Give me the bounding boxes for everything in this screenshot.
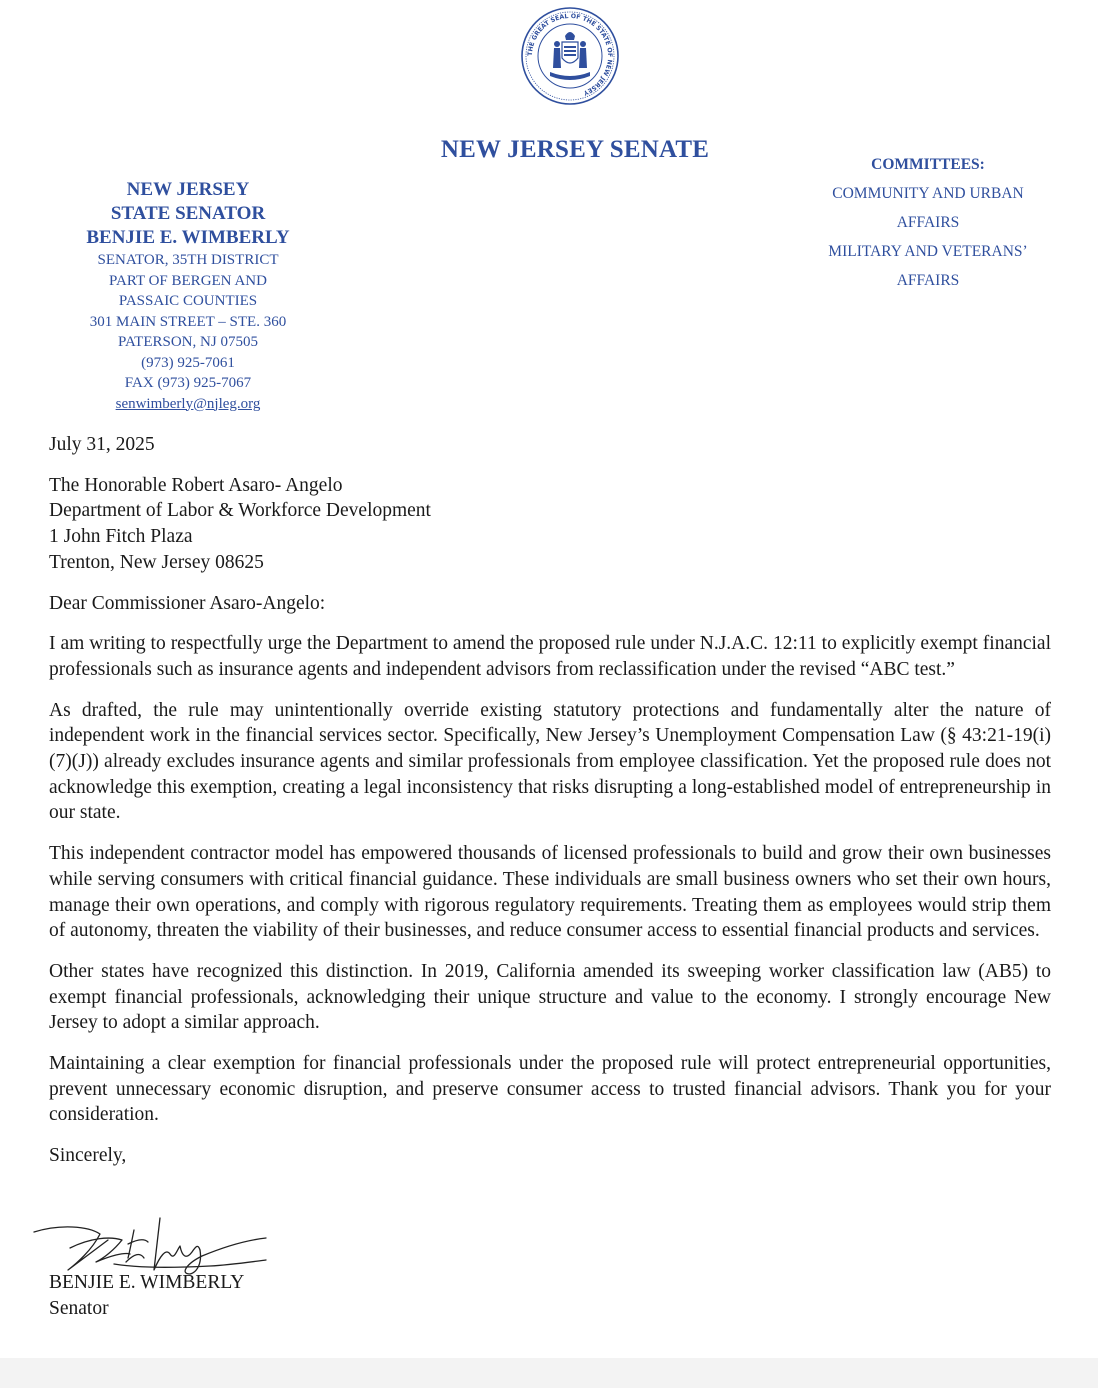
salutation: Dear Commissioner Asaro-Angelo: <box>49 592 326 614</box>
paragraph-2: As drafted, the rule may unintentionally override existing statutory protections and fundamentally alter the nature of independent work in the financial services sector. Specifically, New Jersey’s Unemployment Compensation Law (§ 43:21-19(i)(7)(J)) already excludes insurance agents and similar professionals from employee classification. Yet the proposed rule does not acknowledge this exemption, creating a legal inconsistency that risks disrupting a long-established model of entrepreneurship in our state. <box>49 699 1051 824</box>
committees-heading: COMMITTEES: <box>871 156 985 173</box>
sender-fax: FAX (973) 925-7067 <box>124 375 252 391</box>
recipient-city: Trenton, New Jersey 08625 <box>49 551 264 573</box>
paragraph-3: This independent contractor model has empowered thousands of licensed professionals to build and grow their own businesses while serving consumers with critical financial guidance. These individuals are small business owners who set their own hours, manage their own operations, and comply with rigorous regulatory requirements. Treating them as employees would strip them of autonomy, threaten the viability of their businesses, and reduce consumer access to essential financial products and services. <box>49 843 1051 942</box>
signer-block <box>49 1270 244 1321</box>
closing: Sincerely, <box>49 1145 127 1167</box>
recipient-dept: Department of Labor & Workforce Development <box>49 500 431 522</box>
committee-1-line2: AFFAIRS <box>896 214 960 231</box>
page-bottom-edge <box>0 1358 1098 1388</box>
sender-district: SENATOR, 35TH DISTRICT <box>97 252 279 268</box>
sender-street: 301 MAIN STREET – STE. 360 <box>89 313 287 330</box>
handwritten-signature <box>30 1210 270 1278</box>
recipient-name: The Honorable Robert Asaro- Angelo <box>49 474 343 496</box>
committees-block <box>788 150 1068 295</box>
sender-email-link[interactable]: senwimberly@njleg.org <box>115 395 261 412</box>
paragraph-5: Maintaining a clear exemption for financial professionals under the proposed rule will protect entrepreneurial opportunities, prevent unnecessary economic disruption, and preserve consumer access to trusted financial advisors. Thank you for your consideration. <box>49 1053 1051 1126</box>
sender-line2: STATE SENATOR <box>110 203 266 224</box>
paragraph-1: I am writing to respectfully urge the Department to amend the proposed rule under N.J.A.C. 12:11 to explicitly exempt financial professionals such as insurance agents and independent advisors from reclassification under the revised “ABC test.” <box>49 633 1051 680</box>
recipient-street: 1 John Fitch Plaza <box>49 526 193 548</box>
letter-date: July 31, 2025 <box>49 434 155 455</box>
sender-area2: PASSAIC COUNTIES <box>118 293 258 309</box>
signer-title: Senator <box>49 1297 109 1319</box>
signer-name: BENJIE E. WIMBERLY <box>49 1272 245 1293</box>
state-seal-icon <box>520 6 620 106</box>
page-title: NEW JERSEY SENATE <box>440 136 710 163</box>
letter-body <box>49 432 1051 1169</box>
recipient-address <box>49 473 1051 576</box>
sender-phone: (973) 925-7061 <box>141 354 235 371</box>
paragraph-4: Other states have recognized this distinction. In 2019, California amended its sweeping worker classification law (AB5) to exempt financial professionals, acknowledging their unique structure and value to the economy. I strongly encourage New Jersey to adopt a similar approach. <box>49 960 1051 1034</box>
committee-2-line1: MILITARY AND VETERANS’ <box>828 243 1028 260</box>
sender-area1: PART OF BERGEN AND <box>109 272 267 289</box>
sender-line1: NEW JERSEY <box>126 179 250 200</box>
committee-2-line2: AFFAIRS <box>896 272 960 289</box>
seal-ring-text: THE GREAT SEAL OF THE STATE OF NEW JERSEY <box>526 12 614 97</box>
sender-name: BENJIE E. WIMBERLY <box>86 227 290 248</box>
sender-block <box>48 178 328 414</box>
committee-1-line1: COMMUNITY AND URBAN <box>832 185 1024 202</box>
sender-city: PATERSON, NJ 07505 <box>118 334 258 350</box>
